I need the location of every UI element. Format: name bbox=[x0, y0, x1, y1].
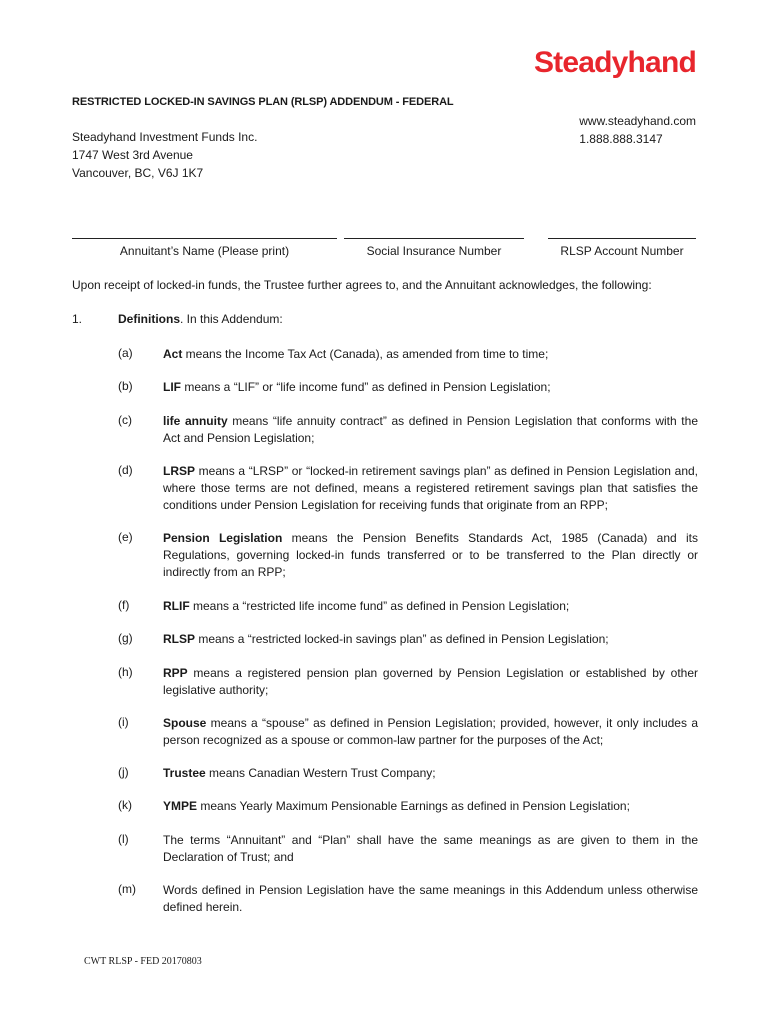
intro-paragraph: Upon receipt of locked-in funds, the Trustee further agrees to, and the Annuitant acknowledges, the following: bbox=[72, 278, 652, 292]
item-label: (i) bbox=[118, 715, 129, 729]
item-term: Act bbox=[163, 347, 183, 361]
item-text bbox=[163, 463, 698, 514]
item-text bbox=[163, 882, 698, 916]
section-heading bbox=[118, 312, 283, 326]
section-number: 1. bbox=[72, 312, 83, 326]
item-body: means a “spouse” as defined in Pension Legislation; provided, however, it only includes a person recognized as a spouse or common-law partner for the purposes of the Act; bbox=[163, 716, 698, 747]
item-body: means a “restricted life income fund” as defined in Pension Legislation; bbox=[189, 599, 570, 613]
item-term: LRSP bbox=[163, 464, 196, 478]
item-body: means “life annuity contract” as defined in Pension Legislation that conforms with the Act and Pension Legislation; bbox=[163, 414, 698, 445]
sin-label: Social Insurance Number bbox=[366, 244, 502, 258]
company-name: Steadyhand Investment Funds Inc. bbox=[72, 130, 258, 144]
item-body: means a registered pension plan governed by Pension Legislation or established by other legislative authority; bbox=[163, 666, 698, 697]
item-term: YMPE bbox=[163, 799, 198, 813]
item-term: LIF bbox=[163, 380, 181, 394]
street-address: 1747 West 3rd Avenue bbox=[72, 148, 193, 162]
item-body: means Yearly Maximum Pensionable Earnings as defined in Pension Legislation; bbox=[197, 799, 630, 813]
item-body: means the Pension Benefits Standards Act, 1985 (Canada) and its Regulations, governing locked-in funds transferred or to be transferred to the Plan directly or indirectly from an RPP; bbox=[163, 531, 698, 579]
item-term: RLIF bbox=[163, 599, 190, 613]
item-text bbox=[163, 346, 698, 363]
item-term: Pension Legislation bbox=[163, 531, 283, 545]
item-label: (j) bbox=[118, 765, 129, 779]
item-label: (l) bbox=[118, 832, 129, 846]
item-text bbox=[163, 413, 698, 447]
item-label: (b) bbox=[118, 379, 133, 393]
city-address: Vancouver, BC, V6J 1K7 bbox=[72, 166, 204, 180]
section-heading-term: Definitions bbox=[118, 312, 180, 326]
item-body: means a “LRSP” or “locked-in retirement savings plan” as defined in Pension Legislation and, where those terms are not defined, means a registered retirement savings plan that satisfies the conditions under Pension Legislation for receiving funds that originate from an RPP; bbox=[163, 464, 698, 512]
item-text bbox=[163, 665, 698, 699]
item-body: means Canadian Western Trust Company; bbox=[205, 766, 436, 780]
item-text bbox=[163, 598, 698, 615]
account-number-field[interactable] bbox=[548, 238, 696, 239]
item-label: (h) bbox=[118, 665, 133, 679]
item-label: (c) bbox=[118, 413, 132, 427]
item-text bbox=[163, 832, 698, 866]
item-body: means the Income Tax Act (Canada), as amended from time to time; bbox=[182, 347, 549, 361]
item-label: (f) bbox=[118, 598, 130, 612]
company-address bbox=[72, 128, 257, 182]
contact-block bbox=[579, 112, 696, 148]
item-label: (g) bbox=[118, 631, 133, 645]
item-term: Trustee bbox=[163, 766, 206, 780]
item-body: Words defined in Pension Legislation have the same meanings in this Addendum unless otherwise defined herein. bbox=[163, 883, 698, 914]
item-text bbox=[163, 530, 698, 581]
item-body: The terms “Annuitant” and “Plan” shall have the same meanings as are given to them in the Declaration of Trust; and bbox=[163, 833, 698, 864]
item-term: RLSP bbox=[163, 632, 196, 646]
document-title: RESTRICTED LOCKED-IN SAVINGS PLAN (RLSP) ADDENDUM - FEDERAL bbox=[72, 96, 454, 108]
annuitant-name-field[interactable] bbox=[72, 238, 337, 239]
item-text bbox=[163, 715, 698, 749]
item-label: (a) bbox=[118, 346, 133, 360]
item-label: (m) bbox=[118, 882, 136, 896]
item-text bbox=[163, 765, 698, 782]
item-text bbox=[163, 379, 698, 396]
item-label: (e) bbox=[118, 530, 133, 544]
website-link[interactable]: www.steadyhand.com bbox=[579, 114, 696, 128]
sin-field[interactable] bbox=[344, 238, 524, 239]
item-text bbox=[163, 631, 698, 648]
item-term: life annuity bbox=[163, 414, 228, 428]
item-label: (k) bbox=[118, 798, 132, 812]
item-text bbox=[163, 798, 698, 815]
annuitant-name-label: Annuitant’s Name (Please print) bbox=[119, 244, 290, 258]
section-heading-rest: . In this Addendum: bbox=[180, 312, 283, 326]
item-term: Spouse bbox=[163, 716, 207, 730]
account-number-label: RLSP Account Number bbox=[560, 244, 684, 258]
item-body: means a “restricted locked-in savings plan” as defined in Pension Legislation; bbox=[195, 632, 609, 646]
item-label: (d) bbox=[118, 463, 133, 477]
form-code: CWT RLSP - FED 20170803 bbox=[84, 956, 202, 967]
item-body: means a “LIF” or “life income fund” as defined in Pension Legislation; bbox=[181, 380, 551, 394]
steadyhand-logo: Steadyhand bbox=[533, 46, 696, 79]
item-term: RPP bbox=[163, 666, 188, 680]
phone-number: 1.888.888.3147 bbox=[579, 132, 663, 146]
